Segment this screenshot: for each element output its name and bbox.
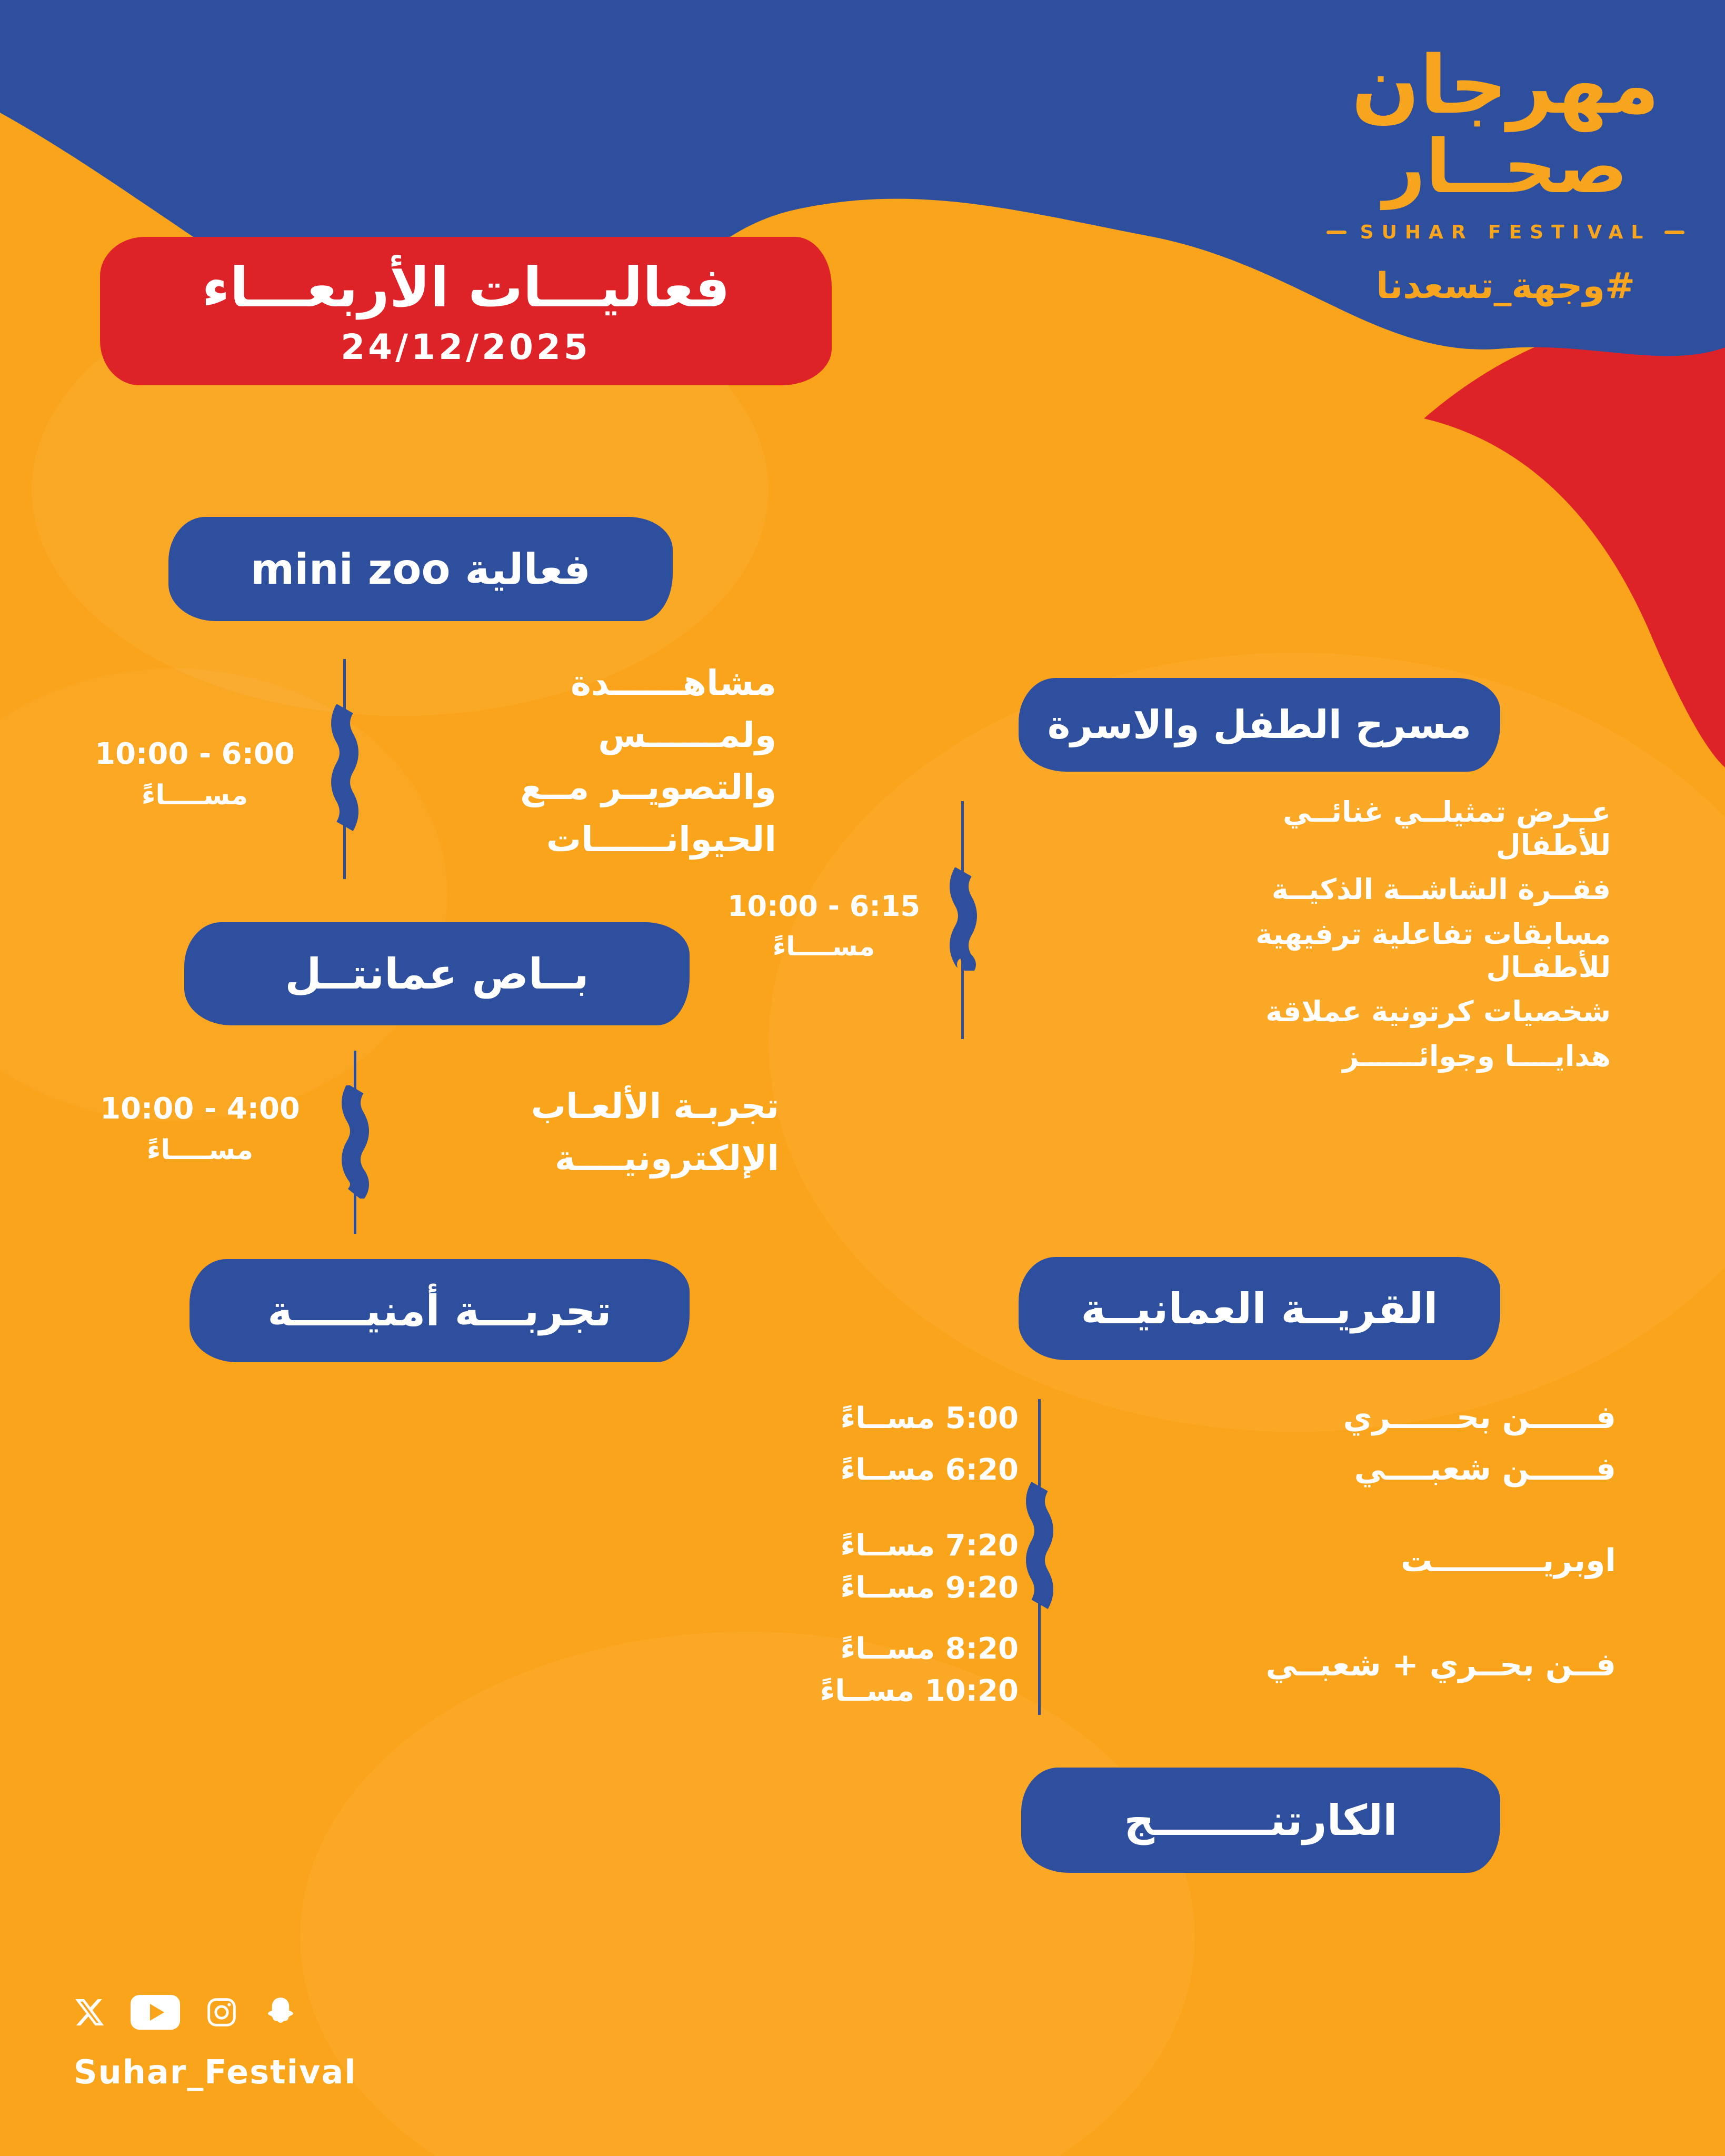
omantel-bus-time-range: 10:00 - 4:00 xyxy=(100,1092,300,1126)
village-time: 10:20 مســاءً xyxy=(820,1674,1019,1708)
mini-zoo-line: الحيوانــــــات xyxy=(546,819,776,860)
tagline-dash-left xyxy=(1327,231,1347,234)
pill-security-experience xyxy=(190,1259,690,1362)
background-blob xyxy=(0,668,447,1121)
pill-karting-label: الكارتنــــــــج xyxy=(1124,1795,1398,1845)
children-theatre-line: للأطفـال xyxy=(1486,950,1611,984)
village-act: فــــــن بحــــــري xyxy=(1343,1399,1616,1436)
village-time: 9:20 مســاءً xyxy=(840,1571,1019,1605)
children-theatre-time xyxy=(705,890,942,962)
village-time: 7:20 مســاءً xyxy=(840,1529,1019,1563)
event-date: 24/12/2025 xyxy=(341,326,591,367)
mini-zoo-line: ولمــــــس xyxy=(598,715,776,755)
mini-zoo-description xyxy=(384,657,776,865)
omantel-bus-description xyxy=(390,1080,779,1184)
mini-zoo-line: مشاهــــــدة xyxy=(570,663,776,703)
village-time: 8:20 مســاءً xyxy=(840,1632,1019,1666)
children-theatre-description xyxy=(1105,796,1611,1073)
pill-children-theatre-label: مسرح الطفل والاسرة xyxy=(1047,702,1472,747)
mini-zoo-line: والتصويــر مــع xyxy=(520,767,776,807)
event-day-banner xyxy=(100,237,832,385)
omantel-bus-line: تجربـة الألعـاب xyxy=(531,1086,779,1126)
festival-logo-second-line: صحــار xyxy=(1383,124,1628,211)
children-theatre-line: شخصيات كرتونية عملاقة xyxy=(1265,995,1611,1029)
omantel-bus-time xyxy=(79,1092,321,1166)
pill-security-experience-label: تجربـــة أمنيـــــة xyxy=(267,1286,612,1335)
children-theatre-line: مسابقات تفاعلية ترفيهية xyxy=(1255,917,1611,951)
children-theatre-bracket-icon xyxy=(946,867,980,971)
instagram-icon[interactable] xyxy=(205,1996,238,2029)
village-act: اوبريــــــــــت xyxy=(1401,1542,1616,1579)
village-bracket-icon xyxy=(1023,1482,1056,1611)
pill-mini-zoo-label: فعالية mini zoo xyxy=(250,544,591,594)
youtube-icon[interactable] xyxy=(131,1995,180,2030)
mini-zoo-time xyxy=(74,737,316,811)
children-theatre-line: للأطفال xyxy=(1495,828,1611,862)
event-day-title: فعاليـــات الأربعـــاء xyxy=(202,255,730,320)
mini-zoo-time-range: 10:00 - 6:00 xyxy=(95,737,295,771)
village-act: فــــــن شعبــــي xyxy=(1354,1451,1616,1488)
snapchat-icon[interactable] xyxy=(263,1995,298,2030)
social-handle: Suhar_Festival xyxy=(74,2053,357,2091)
omantel-bus-line: الإلكترونيــــة xyxy=(555,1138,779,1179)
social-icons-row xyxy=(74,1995,298,2030)
village-time: 5:00 مســاءً xyxy=(840,1401,1019,1435)
village-act: فــن بحــري + شعبــي xyxy=(1265,1646,1616,1683)
children-theatre-line: عــرض تمثيلــي غنائــي xyxy=(1283,795,1611,829)
pill-omantel-bus-label: بــاص عمانتــل xyxy=(285,949,589,999)
festival-logo: مهرجان xyxy=(1351,38,1660,132)
omantel-bus-time-suffix: مســــاءً xyxy=(146,1134,254,1166)
pill-children-theatre xyxy=(1019,678,1500,772)
omantel-bus-bracket-icon xyxy=(338,1085,372,1199)
children-theatre-time-suffix: مســــاءً xyxy=(772,931,875,962)
mini-zoo-time-suffix: مســــاءً xyxy=(141,780,248,811)
children-theatre-line: هدايــــا وجوائــــــز xyxy=(1342,1039,1611,1073)
pill-omani-village-label: القريــة العمانيــة xyxy=(1081,1284,1438,1333)
x-icon[interactable] xyxy=(74,1997,105,2028)
tagline-row xyxy=(1327,222,1684,243)
mini-zoo-bracket-icon xyxy=(328,704,362,833)
brand-block xyxy=(1327,38,1684,307)
pill-karting xyxy=(1021,1768,1500,1873)
festival-tagline: SUHAR FESTIVAL xyxy=(1360,222,1651,244)
tagline-dash-right xyxy=(1664,231,1684,234)
background-blob xyxy=(300,1632,1195,2156)
children-theatre-line: فقــرة الشاشــة الذكيــة xyxy=(1271,873,1611,906)
village-time: 6:20 مســاءً xyxy=(840,1453,1019,1487)
children-theatre-time-range: 10:00 - 6:15 xyxy=(727,890,921,923)
pill-omantel-bus xyxy=(184,922,690,1025)
pill-mini-zoo xyxy=(168,517,673,621)
pill-omani-village xyxy=(1019,1257,1500,1360)
festival-hashtag: #وجهة_تسعدنا xyxy=(1376,265,1635,307)
